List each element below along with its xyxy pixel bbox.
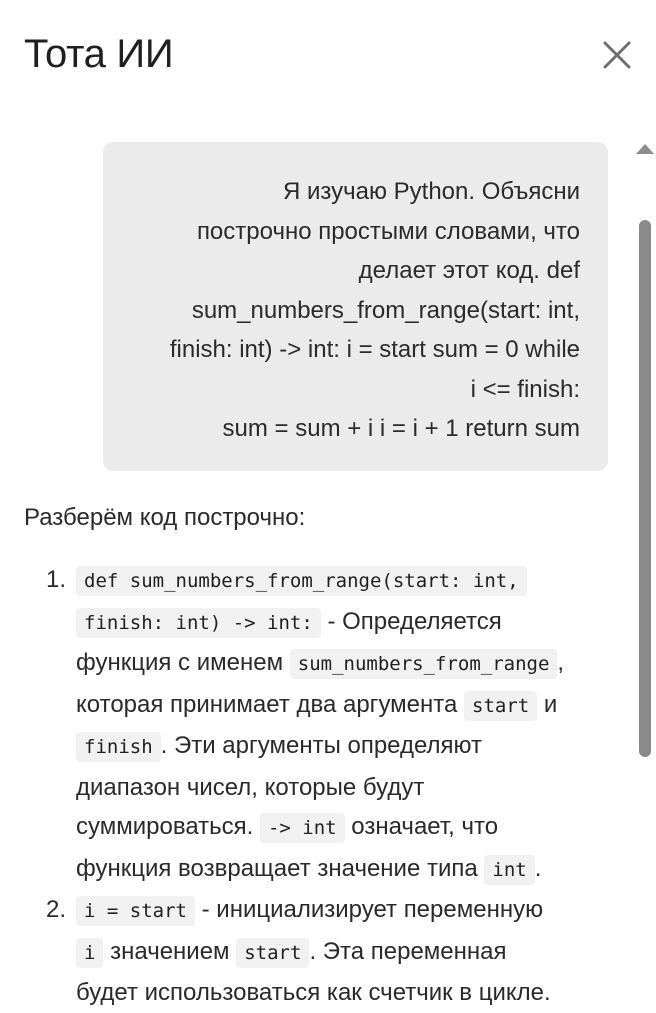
step-row: [76, 807, 614, 849]
step-row: [76, 643, 614, 685]
step-text: - инициализирует переменную: [194, 896, 544, 923]
inline-code: finish: [76, 732, 161, 762]
inline-code: def sum_numbers_from_range(start: int,: [76, 566, 527, 596]
panel-title: Тота ИИ: [24, 32, 174, 76]
scroll-up-arrow-icon[interactable]: [636, 144, 654, 154]
list-item: [24, 560, 614, 890]
inline-code: finish: int) -> int:: [76, 608, 321, 638]
step-text: суммироваться.: [76, 813, 260, 840]
step-text: . Эта переменная: [309, 937, 507, 965]
close-button[interactable]: [597, 35, 637, 75]
inline-code: start: [236, 938, 309, 968]
answer-intro: Разберём код построчно:: [24, 504, 306, 531]
step-text: функция с именем: [76, 649, 290, 676]
inline-code: -> int: [260, 813, 345, 843]
user-message-line: Я изучаю Python. Объясни: [283, 178, 580, 205]
step-text: означает, что: [344, 813, 499, 840]
step-text: и: [537, 690, 558, 718]
list-item-number: 2.: [46, 896, 67, 923]
inline-code: sum_numbers_from_range: [290, 649, 558, 679]
step-row: [76, 890, 614, 932]
inline-code: i: [76, 938, 103, 968]
list-item: [24, 890, 614, 1013]
user-message-line: i <= finish:: [470, 375, 580, 403]
step-row: [76, 726, 614, 768]
answer-steps-list: [24, 560, 614, 1013]
close-icon: [597, 35, 637, 75]
step-row: [76, 685, 614, 727]
step-text: .: [534, 854, 542, 882]
step-row: [76, 973, 614, 1013]
inline-code: i = start: [76, 896, 195, 926]
step-text: будет использоваться как счетчик в цикле.: [76, 979, 551, 1006]
user-message-line: построчно простыми словами, что: [196, 217, 580, 245]
step-row: [76, 932, 614, 974]
step-text: . Эти аргументы определяют: [160, 732, 483, 759]
assistant-message: [24, 498, 614, 1013]
step-text: ,: [557, 649, 565, 676]
vertical-scrollbar[interactable]: [632, 142, 656, 991]
step-row: [76, 849, 614, 891]
step-text: значением: [103, 937, 237, 965]
step-row: [76, 602, 614, 644]
user-message-line: sum = sum + i i = i + 1 return sum: [222, 415, 580, 442]
panel-header: [0, 0, 656, 110]
list-item-number: 1.: [46, 566, 67, 593]
step-text: диапазон чисел, которые будут: [76, 773, 425, 801]
user-message-line: sum_numbers_from_range(start: int,: [191, 296, 580, 324]
inline-code: start: [464, 691, 537, 721]
user-message-line: делает этот код. def: [358, 257, 580, 284]
chat-scroll-area[interactable]: [0, 142, 632, 1006]
scrollbar-thumb[interactable]: [639, 220, 651, 757]
user-message-line: finish: int) -> int: i = start sum = 0 while: [169, 336, 580, 363]
user-message-bubble: [103, 142, 608, 471]
step-text: которая принимает два аргумента: [76, 690, 465, 718]
inline-code: int: [484, 855, 534, 885]
step-row: [76, 560, 614, 602]
step-text: функция возвращает значение типа: [76, 854, 485, 882]
step-row: [76, 768, 614, 808]
step-text: - Определяется: [320, 607, 502, 635]
